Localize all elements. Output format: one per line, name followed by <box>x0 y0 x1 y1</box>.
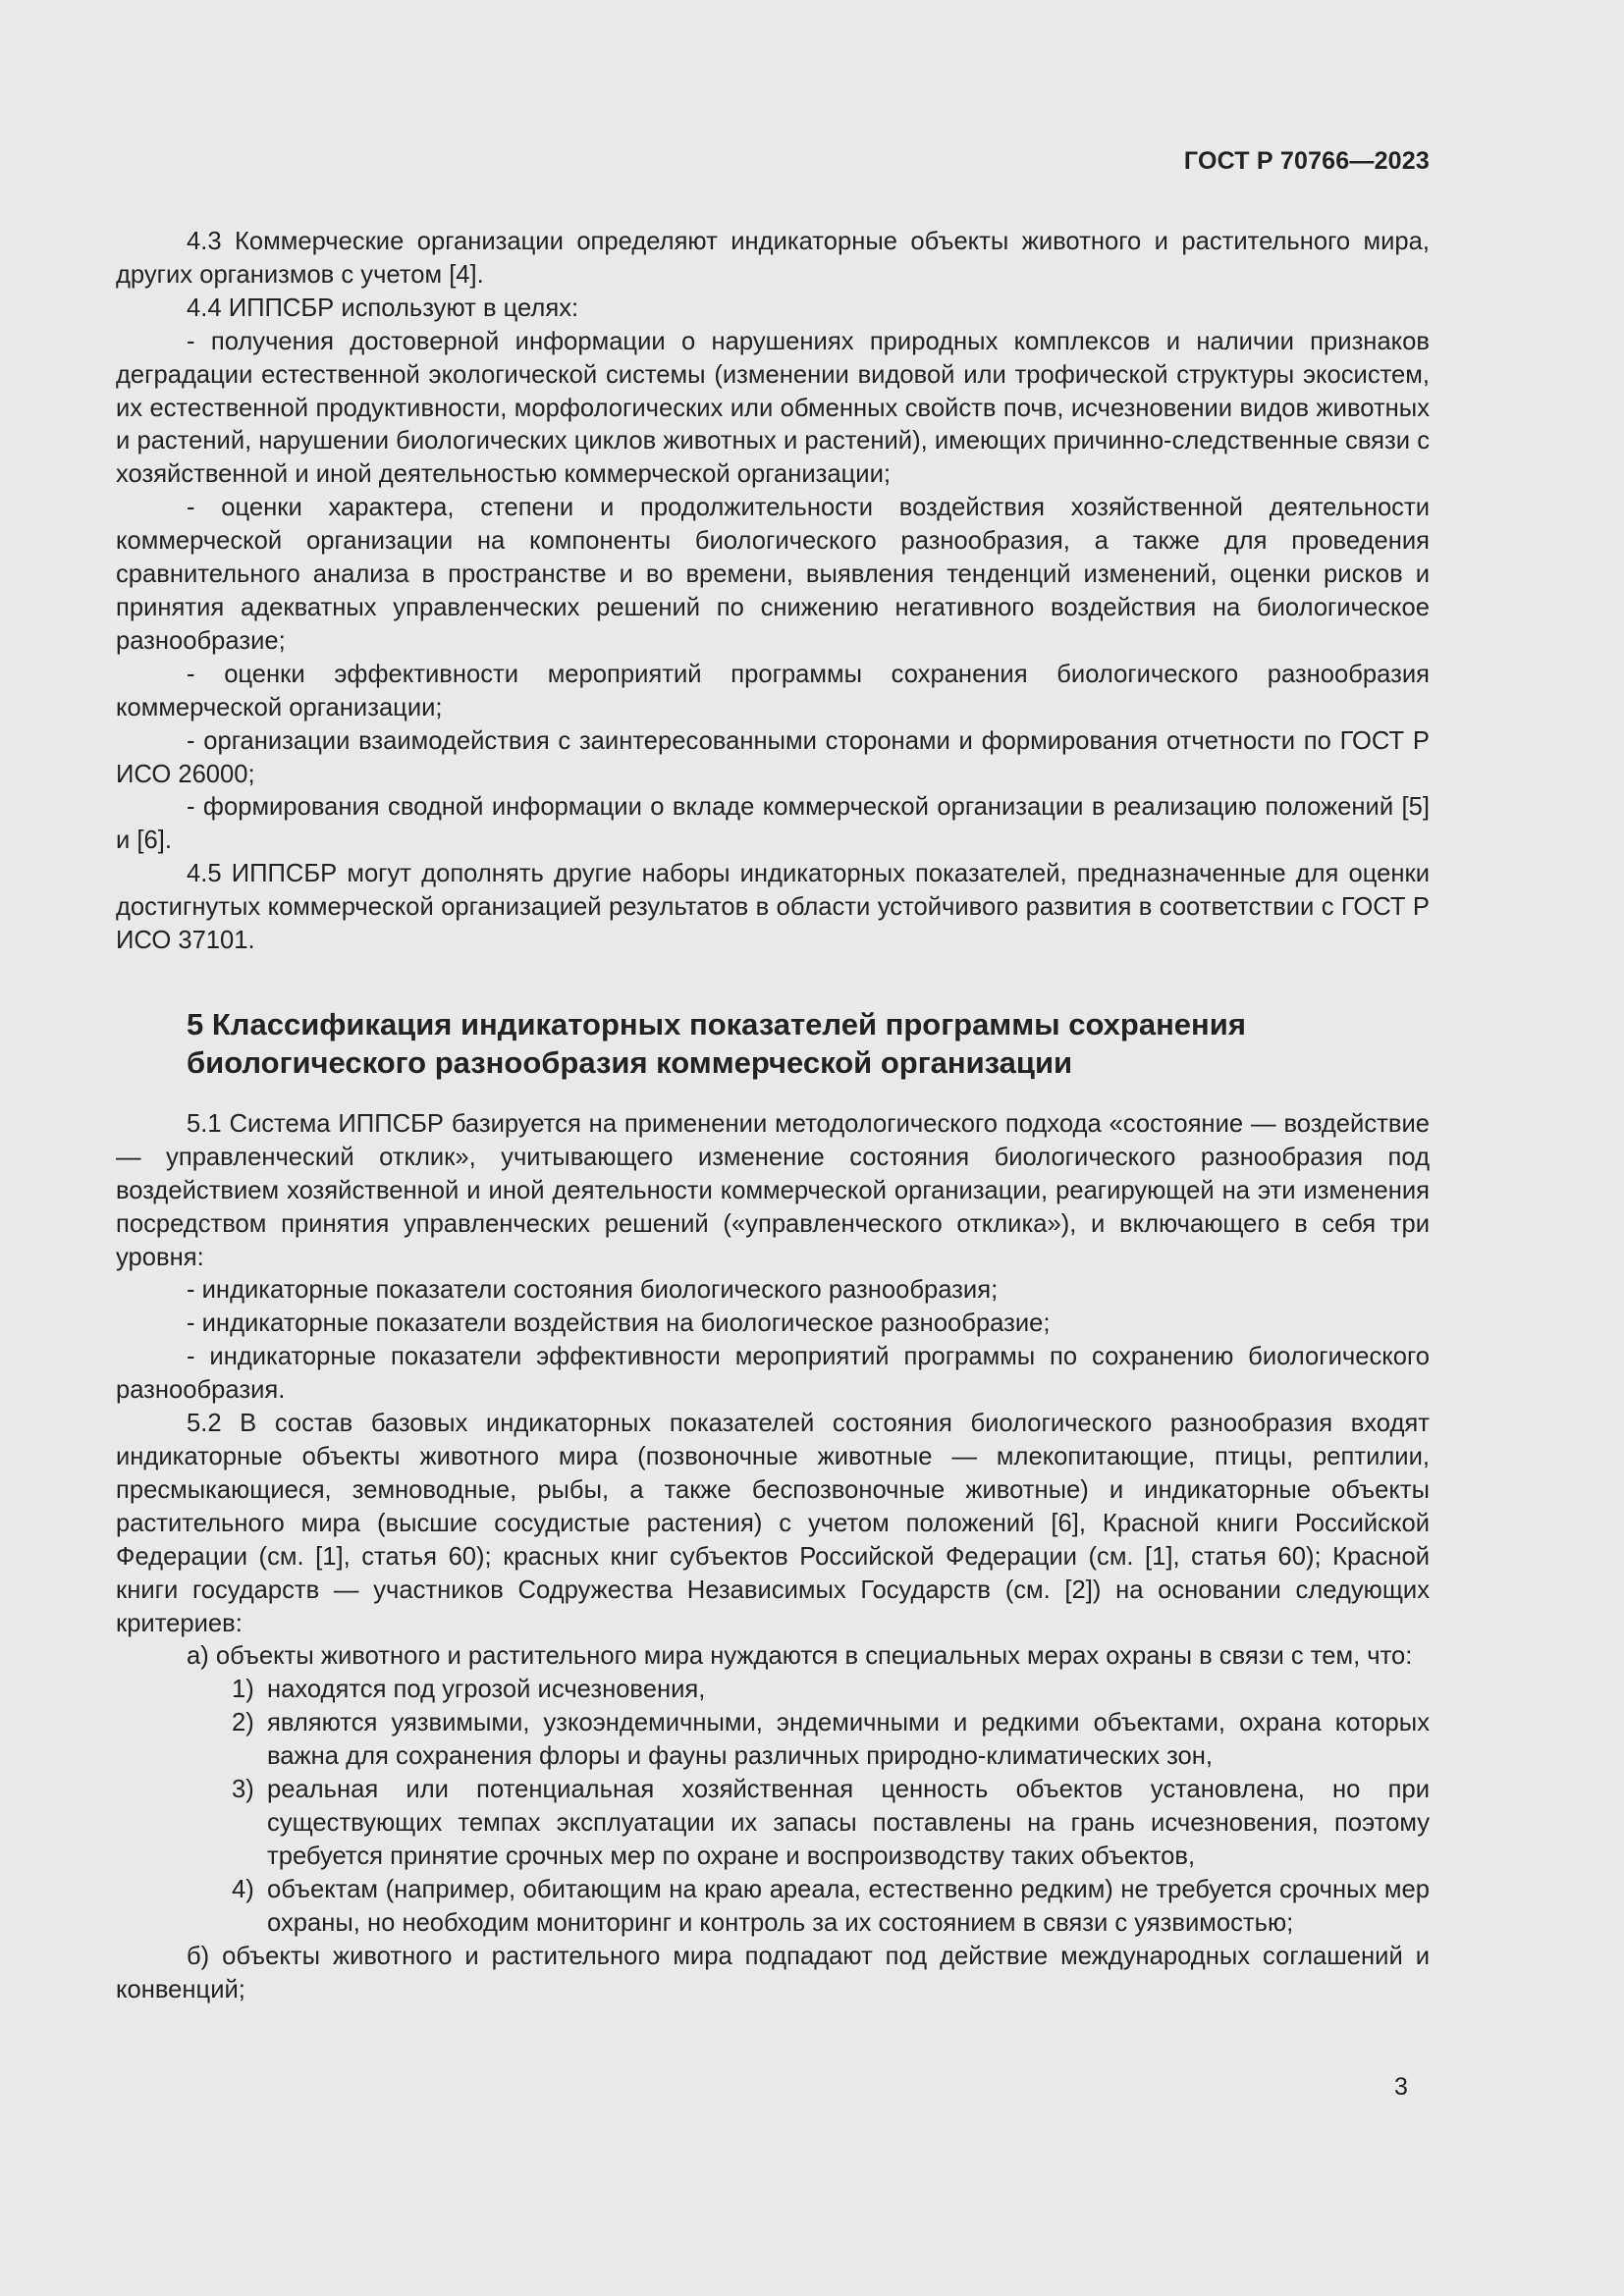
clause-4-4: 4.4 ИППСБР используют в целях: <box>187 294 579 322</box>
section-5-title <box>187 1005 1430 1082</box>
list-item-stakeholder-interaction: - организации взаимодействия с заинтересованными сторонами и формирования отчетности по ГОСТ Р ИСО 26000; <box>116 726 1430 788</box>
list-item-impact-assessment: - оценки характера, степени и продолжительности воздействия хозяйственной деятельности коммерческой организации на компоненты биологического разнообразия, а также для проведения сравнительного анализа в пространстве и во времени, выявления тенденций изменений, оценки рисков и принятия адекватных управленческих решений по снижению негативного воздействия на биологическое разнообразие; <box>116 494 1430 655</box>
page-number: 3 <box>1394 2073 1408 2101</box>
item-number: 2) <box>232 1709 254 1737</box>
item-text: объектам (например, обитающим на краю ареала, естественно редким) не требуется срочных мер охраны, но необходим мониторинг и контроль за их состоянием в связи с уязвимостью; <box>267 1875 1430 1937</box>
list-item-reliable-info: - получения достоверной информации о нарушениях природных комплексов и наличии признаков деградации естественной экологической системы (изменении видовой или трофической структуры экосистем, их естественной продуктивности, морфологических или обменных свойств почв, исчезновении видов животных и растений, нарушении биологических циклов животных и растений), имеющих причинно-следственные связи с хозяйственной и иной деятельностью коммерческой организации; <box>116 327 1430 489</box>
list-item-efficiency-assessment: - оценки эффективности мероприятий программы сохранения биологического разнообразия коммерческой организации; <box>116 660 1430 721</box>
item-text: реальная или потенциальная хозяйственная ценность объектов установлена, но при существующих темпах эксплуатации их запасы поставлены на грань исчезновения, поэтому требуется принятие срочных мер по охране и воспроизводству таких объектов, <box>267 1776 1430 1870</box>
section-5-title-line-2: биологического разнообразия коммерческой организации <box>187 1044 1073 1080</box>
numbered-list <box>116 1674 1430 1940</box>
item-number: 4) <box>232 1875 254 1903</box>
numbered-list-item <box>116 1774 1430 1874</box>
list-item-state-indicators: - индикаторные показатели состояния биологического разнообразия; <box>187 1276 999 1305</box>
clause-4-3: 4.3 Коммерческие организации определяют индикаторные объекты животного и растительного мира, других организмов с учетом [4]. <box>116 228 1430 289</box>
section-4-body <box>116 226 1430 958</box>
section-5-title-line-1: 5 Классификация индикаторных показателей программы сохранения <box>187 1006 1246 1041</box>
clause-5-2: 5.2 В состав базовых индикаторных показателей состояния биологического разнообразия входят индикаторные объекты животного мира (позвоночные животные — млекопитающие, птицы, рептилии, пресмыкающиеся, земноводные, рыбы, а также беспозвоночные животные) и индикаторные объекты растительного мира (высшие сосудистые растения) с учетом положений [6], Красной книги Российской Федерации (см. [1], статья 60); красных книг субъектов Российской Федерации (см. [1], статья 60); Красной книги государств — участников Содружества Независимых Государств (см. [2]) на основании следующих критериев: <box>116 1410 1430 1637</box>
numbered-list-item <box>116 1674 1430 1707</box>
standard-code-header: ГОСТ Р 70766—2023 <box>1183 147 1430 175</box>
item-text: являются уязвимыми, узкоэндемичными, эндемичными и редкими объектами, охрана которых важна для сохранения флоры и фауны различных природно-климатических зон, <box>267 1709 1430 1771</box>
item-number: 3) <box>232 1776 254 1804</box>
list-item-summary-info: - формирования сводной информации о вкладе коммерческой организации в реализацию положений [5] и [6]. <box>116 793 1430 855</box>
clause-4-5: 4.5 ИППСБР могут дополнять другие наборы индикаторных показателей, предназначенные для оценки достигнутых коммерческой организацией результатов в области устойчивого развития в соответствии с ГОСТ Р ИСО 37101. <box>116 860 1430 955</box>
criterion-a: а) объекты животного и растительного мира нуждаются в специальных мерах охраны в связи с тем, что: <box>187 1642 1413 1671</box>
list-item-efficiency-indicators: - индикаторные показатели эффективности мероприятий программы по сохранению биологического разнообразия. <box>116 1343 1430 1405</box>
item-number: 1) <box>232 1676 254 1704</box>
document-page <box>116 147 1430 2006</box>
list-item-impact-indicators: - индикаторные показатели воздействия на биологическое разнообразие; <box>187 1309 1051 1338</box>
numbered-list-item <box>116 1707 1430 1774</box>
section-5-body <box>116 1108 1430 2006</box>
criterion-b: б) объекты животного и растительного мира подпадают под действие международных соглашений и конвенций; <box>116 1942 1430 2003</box>
item-text: находятся под угрозой исчезновения, <box>267 1676 706 1704</box>
clause-5-1: 5.1 Система ИППСБР базируется на применении методологического подхода «состояние — воздействие — управленческий отклик», учитывающего изменение состояния биологического разнообразия под воздействием хозяйственной и иной деятельности коммерческой организации, реагирующей на эти изменения посредством принятия управленческих решений («управленческого отклика»), и включающего в себя три уровня: <box>116 1109 1430 1271</box>
numbered-list-item <box>116 1874 1430 1941</box>
